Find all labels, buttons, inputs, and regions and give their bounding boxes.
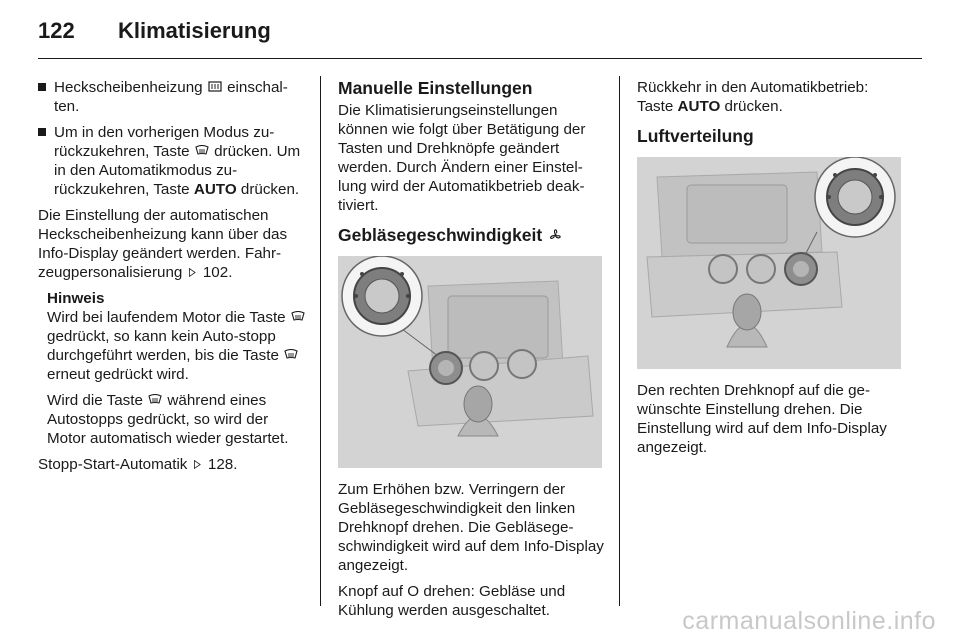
reference-page: 128. xyxy=(207,456,238,473)
subsection-title-fan xyxy=(338,225,606,246)
note-paragraph-2 xyxy=(47,391,306,448)
column-divider-right xyxy=(619,76,620,606)
column-left xyxy=(38,78,306,481)
windscreen-defrost-icon xyxy=(284,349,298,362)
fan-caption: Zum Erhöhen bzw. Verringern der Gebläsegeschwindigkeit den linken Drehknopf drehen. Die Gebläsege-schwindigkeit wird auf dem Info-Display angezeigt. xyxy=(338,481,604,574)
auto-label: AUTO xyxy=(677,98,721,115)
bullet-text: drücken. Um in den Automatikmodus zu-rückzukehren, Taste xyxy=(54,143,301,198)
note-text: erneut gedrückt wird. xyxy=(47,366,189,383)
windscreen-defrost-icon xyxy=(148,394,162,407)
note-paragraph-1 xyxy=(47,308,306,384)
bullet-text: einschal-ten. xyxy=(54,79,288,115)
manual-intro: Die Klimatisierungseinstellungen können wie folgt über Betätigung der Tasten und Drehknöpfe geändert werden. Durch Ändern einer Einstel-lung wird der Automatikbetrieb deak-tiviert. xyxy=(338,102,586,214)
section-title-air-distribution: Luftverteilung xyxy=(637,126,754,146)
bullet-previous-mode xyxy=(38,123,306,199)
distribution-caption: Den rechten Drehknopf auf die ge-wünschte Einstellung drehen. Die Einstellung wird auf dem Info-Display angezeigt. xyxy=(637,382,887,456)
paragraph-text: Stopp-Start-Automatik xyxy=(38,456,188,473)
windscreen-defrost-icon xyxy=(291,311,305,324)
fan-icon xyxy=(548,228,563,243)
note-text: Wird die Taste xyxy=(47,392,143,409)
windscreen-defrost-icon xyxy=(195,145,209,158)
bullet-rear-heater xyxy=(38,78,306,116)
note-text: Wird bei laufendem Motor die Taste xyxy=(47,309,286,326)
column-right xyxy=(637,78,905,464)
column-middle xyxy=(338,78,606,627)
paragraph-text: Rückkehr in den Automatikbetrieb: Taste xyxy=(637,79,869,115)
note-text: während eines Autostopps gedrückt, so wird der Motor automatisch wieder gestartet. xyxy=(47,392,289,447)
section-title-manual: Manuelle Einstellungen xyxy=(338,78,533,98)
bullet-square-icon xyxy=(38,128,46,136)
figure-distribution-knob xyxy=(637,157,901,369)
auto-label: AUTO xyxy=(193,181,237,198)
paragraph-text: drücken. xyxy=(724,98,783,115)
auto-return-paragraph xyxy=(637,78,905,116)
page-number: 122 xyxy=(38,18,75,43)
console-illustration-fan xyxy=(338,256,602,468)
paragraph-stop-start xyxy=(38,455,306,474)
bullet-text: drücken. xyxy=(240,181,300,198)
watermark: carmanualsonline.info xyxy=(682,607,936,635)
note-block xyxy=(47,289,306,448)
page-title: Klimatisierung xyxy=(118,18,271,43)
figure-fan-knob xyxy=(338,256,602,468)
subsection-title-text: Gebläsegeschwindigkeit xyxy=(338,225,543,245)
column-divider-left xyxy=(320,76,321,606)
bullet-text: Heckscheibenheizung xyxy=(54,79,203,96)
reference-page: 102. xyxy=(202,264,233,281)
caption-text: drehen: Gebläse und Kühlung werden ausgeschaltet. xyxy=(338,583,566,619)
header-rule xyxy=(38,58,922,59)
paragraph-text: Die Einstellung der automatischen Heckscheibenheizung kann über das Info-Display geändert werden. Fahr-zeugpersonalisierung xyxy=(38,207,288,281)
rear-window-heater-icon xyxy=(208,81,222,94)
console-illustration-distribution xyxy=(637,157,901,369)
paragraph-rear-heater-setting xyxy=(38,206,306,282)
reference-arrow-icon xyxy=(188,266,198,279)
note-text: gedrückt, so kann kein Auto-stopp durchgeführt werden, bis die Taste xyxy=(47,328,279,364)
reference-arrow-icon xyxy=(193,458,203,471)
bullet-text: Um in den vorherigen Modus zu-rückzukehren, Taste xyxy=(54,124,275,160)
caption-text: Knopf auf xyxy=(338,583,404,600)
off-symbol: O xyxy=(407,583,420,600)
note-heading: Hinweis xyxy=(47,290,105,307)
fan-off-caption xyxy=(338,582,606,620)
bullet-square-icon xyxy=(38,83,46,91)
